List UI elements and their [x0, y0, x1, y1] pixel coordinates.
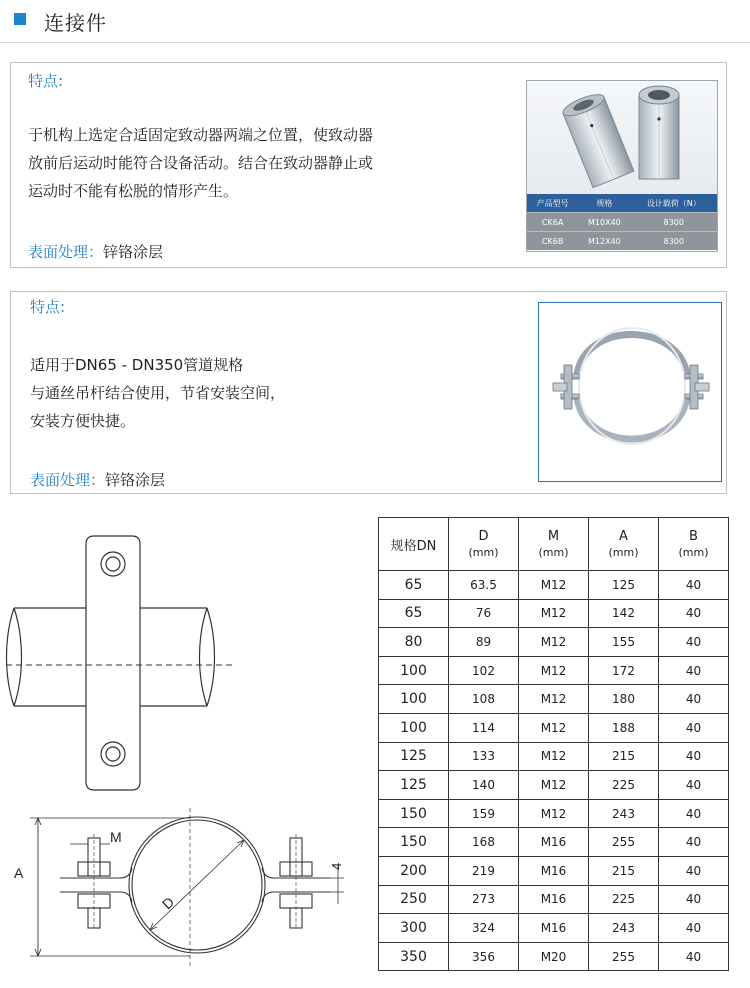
table-row — [379, 942, 729, 971]
cell-d: 89 — [449, 628, 519, 657]
cell-b: 40 — [659, 885, 729, 914]
cell-b: 40 — [659, 713, 729, 742]
nut-left — [560, 90, 633, 187]
cell-m: M12 — [519, 799, 589, 828]
desc-line: 运动时不能有松脱的情形产生。 — [28, 182, 239, 200]
desc-line: 安装方便快捷。 — [30, 412, 136, 430]
header-d — [449, 518, 519, 571]
cell-a: 225 — [589, 885, 659, 914]
cell-d: 114 — [449, 713, 519, 742]
cell-m: M12 — [519, 628, 589, 657]
coupling-nut-photo — [527, 81, 717, 194]
desc-line: 于机构上选定合适固定致动器两端之位置，使致动器 — [28, 126, 374, 144]
dim-label-d: D — [158, 893, 178, 913]
cell-dn: 125 — [379, 771, 449, 800]
desc-line: 放前后运动时能符合设备活动。结合在致动器静止或 — [28, 154, 374, 172]
spec-header-cell: 产品型号 — [527, 194, 578, 213]
spec-header-cell: 设计载荷（N） — [631, 194, 717, 213]
spec-cell: M10X40 — [578, 213, 630, 232]
front-view — [30, 808, 344, 966]
section-title: 连接件 — [44, 11, 107, 35]
cell-dn: 125 — [379, 742, 449, 771]
spec-cell: CK6B — [527, 232, 578, 251]
surface-treatment-value: 锌铬涂层 — [105, 471, 166, 489]
cell-a: 125 — [589, 571, 659, 600]
cell-b: 40 — [659, 771, 729, 800]
table-row — [379, 799, 729, 828]
pipe-clamp-product-image — [538, 302, 722, 482]
cell-d: 108 — [449, 685, 519, 714]
cell-m: M12 — [519, 771, 589, 800]
cell-a: 142 — [589, 599, 659, 628]
header-dn — [379, 518, 449, 571]
cell-dn: 100 — [379, 656, 449, 685]
cell-b: 40 — [659, 599, 729, 628]
cell-dn: 100 — [379, 713, 449, 742]
hex-coupling-nut-illustration — [527, 81, 717, 194]
header-unit: (mm) — [538, 546, 569, 559]
cell-m: M12 — [519, 656, 589, 685]
cell-dn: 350 — [379, 942, 449, 971]
section-header — [0, 0, 750, 44]
spec-header-cell: 规格 — [578, 194, 630, 213]
cell-d: 356 — [449, 942, 519, 971]
header-m — [519, 518, 589, 571]
spec-cell: 8300 — [631, 232, 717, 251]
cell-d: 140 — [449, 771, 519, 800]
header-name: 规格DN — [390, 538, 437, 554]
surface-treatment-label: 表面处理： — [30, 471, 106, 489]
cell-d: 324 — [449, 914, 519, 943]
section-marker-icon — [14, 13, 26, 25]
spec-cell: M12X40 — [578, 232, 630, 251]
cell-dn: 150 — [379, 828, 449, 857]
surface-treatment — [30, 469, 165, 490]
header-name: A — [619, 529, 628, 544]
cell-b: 40 — [659, 856, 729, 885]
dim-label-a: A — [14, 865, 24, 881]
spec-cell: CK6A — [527, 213, 578, 232]
feature-label: 特点: — [28, 72, 64, 90]
cell-dn: 80 — [379, 628, 449, 657]
surface-treatment-value: 锌铬涂层 — [103, 243, 164, 261]
pipe-clamp-illustration — [539, 303, 721, 481]
cell-b: 40 — [659, 799, 729, 828]
spec-table-header-row — [527, 194, 717, 213]
cell-b: 40 — [659, 685, 729, 714]
dimension-table-header-row — [379, 518, 729, 571]
cell-a: 172 — [589, 656, 659, 685]
cell-dn: 100 — [379, 685, 449, 714]
cell-d: 273 — [449, 885, 519, 914]
cell-a: 255 — [589, 828, 659, 857]
cell-b: 40 — [659, 656, 729, 685]
table-row — [379, 571, 729, 600]
cell-m: M16 — [519, 828, 589, 857]
desc-line: 与通丝吊杆结合使用，节省安装空间， — [30, 384, 286, 402]
cell-a: 255 — [589, 942, 659, 971]
table-row — [379, 828, 729, 857]
cell-b: 40 — [659, 628, 729, 657]
cell-dn: 200 — [379, 856, 449, 885]
top-view — [6, 536, 232, 790]
cell-d: 168 — [449, 828, 519, 857]
cell-b: 40 — [659, 571, 729, 600]
dim-label-m: M — [110, 829, 122, 845]
cell-a: 243 — [589, 914, 659, 943]
header-name: M — [547, 529, 560, 544]
header-name: D — [478, 529, 489, 544]
cell-d: 159 — [449, 799, 519, 828]
table-row — [379, 885, 729, 914]
table-row — [379, 628, 729, 657]
spec-cell: 8300 — [631, 213, 717, 232]
pipe-clamp-technical-drawing — [0, 528, 375, 973]
nut-right — [639, 86, 679, 179]
header-unit: (mm) — [468, 546, 499, 559]
cell-a: 225 — [589, 771, 659, 800]
cell-d: 76 — [449, 599, 519, 628]
cell-m: M12 — [519, 742, 589, 771]
table-row — [379, 713, 729, 742]
cell-dn: 65 — [379, 571, 449, 600]
cell-dn: 150 — [379, 799, 449, 828]
surface-treatment — [28, 241, 163, 262]
header-a — [589, 518, 659, 571]
cell-m: M12 — [519, 713, 589, 742]
cell-dn: 300 — [379, 914, 449, 943]
cell-dn: 250 — [379, 885, 449, 914]
cell-b: 40 — [659, 742, 729, 771]
feature-label: 特点: — [30, 298, 66, 316]
table-row — [379, 742, 729, 771]
dimension-table-body — [379, 571, 729, 971]
table-row — [379, 656, 729, 685]
cell-m: M20 — [519, 942, 589, 971]
dimension-table — [378, 517, 729, 971]
feature-description — [30, 351, 285, 435]
dim-label-4: 4 — [329, 862, 344, 870]
surface-treatment-label: 表面处理： — [28, 243, 104, 261]
table-row — [379, 771, 729, 800]
cell-d: 63.5 — [449, 571, 519, 600]
cell-a: 180 — [589, 685, 659, 714]
cell-m: M16 — [519, 914, 589, 943]
cell-m: M16 — [519, 856, 589, 885]
cell-a: 215 — [589, 856, 659, 885]
header-b — [659, 518, 729, 571]
cell-a: 155 — [589, 628, 659, 657]
coupling-nut-product-image — [526, 80, 718, 252]
cell-a: 215 — [589, 742, 659, 771]
cell-dn: 65 — [379, 599, 449, 628]
cell-b: 40 — [659, 942, 729, 971]
cell-b: 40 — [659, 828, 729, 857]
feature-description — [28, 121, 373, 205]
cell-m: M12 — [519, 571, 589, 600]
header-divider — [0, 42, 750, 43]
table-row — [379, 599, 729, 628]
table-row — [379, 685, 729, 714]
header-unit: (mm) — [678, 546, 709, 559]
cell-d: 133 — [449, 742, 519, 771]
cell-a: 188 — [589, 713, 659, 742]
cell-d: 219 — [449, 856, 519, 885]
cell-m: M12 — [519, 685, 589, 714]
table-row — [379, 856, 729, 885]
cell-m: M16 — [519, 885, 589, 914]
cell-m: M12 — [519, 599, 589, 628]
spec-table-row — [527, 213, 717, 232]
spec-table-row — [527, 232, 717, 251]
table-row — [379, 914, 729, 943]
cell-a: 243 — [589, 799, 659, 828]
spec-table — [527, 194, 717, 250]
header-name: B — [689, 529, 698, 544]
cell-d: 102 — [449, 656, 519, 685]
desc-line: 适用于DN65 - DN350管道规格 — [30, 356, 244, 374]
cell-b: 40 — [659, 914, 729, 943]
header-unit: (mm) — [608, 546, 639, 559]
